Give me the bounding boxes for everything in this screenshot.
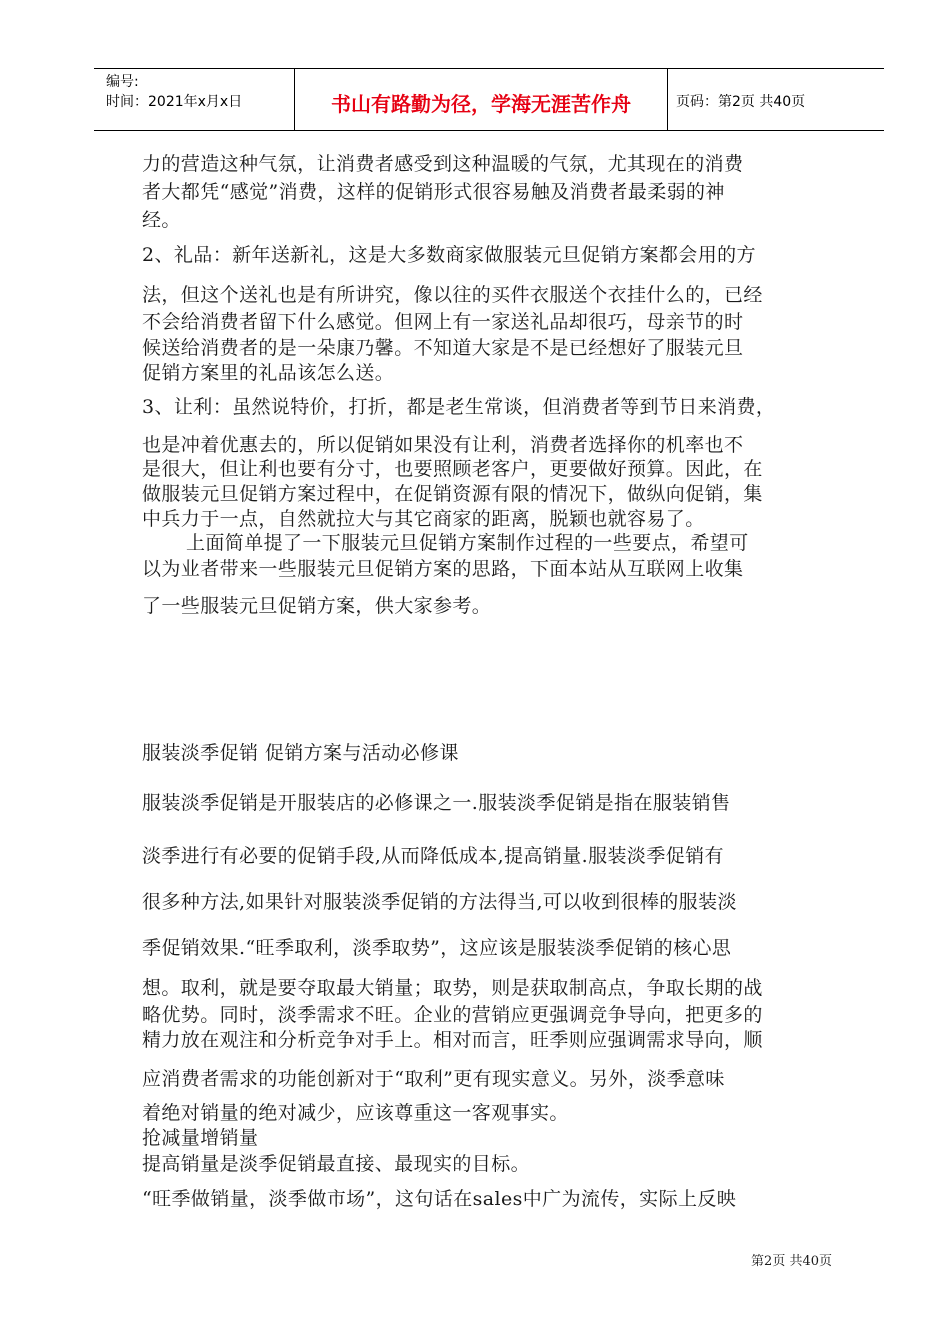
- header-page-cell: [668, 69, 884, 130]
- body-line: 很多种方法,如果针对服装淡季促销的方法得当,可以收到很棒的服装淡: [142, 891, 737, 913]
- subheading: 抢减量增销量: [142, 1127, 259, 1149]
- body-line: 上面简单提了一下服装元旦促销方案制作过程的一些要点，希望可: [186, 532, 749, 554]
- body-line: 着绝对销量的绝对减少，应该尊重这一客观事实。: [142, 1102, 569, 1124]
- body-line: 略优势。同时，淡季需求不旺。企业的营销应更强调竞争导向，把更多的: [142, 1004, 763, 1026]
- body-line: 想。取利，就是要夺取最大销量；取势，则是获取制高点，争取长期的战: [142, 977, 763, 999]
- header-motto-cell: [295, 69, 668, 130]
- body-line: 也是冲着优惠去的，所以促销如果没有让利，消费者选择你的机率也不: [142, 434, 744, 456]
- body-line: 法，但这个送礼也是有所讲究，像以往的买件衣服送个衣挂什么的，已经: [142, 284, 763, 306]
- body-line: 不会给消费者留下什么感觉。但网上有一家送礼品却很巧，母亲节的时: [142, 311, 744, 333]
- header-meta-cell: [94, 69, 295, 130]
- body-line: 候送给消费者的是一朵康乃馨。不知道大家是不是已经想好了服装元旦: [142, 337, 744, 359]
- body-line: 服装淡季促销是开服装店的必修课之一.服装淡季促销是指在服装销售: [142, 792, 731, 814]
- body-line: 是很大，但让利也要有分寸，也要照顾老客户，更要做好预算。因此，在: [142, 458, 763, 480]
- body-line: 淡季进行有必要的促销手段,从而降低成本,提高销量.服装淡季促销有: [142, 845, 724, 867]
- body-line: 做服装元旦促销方案过程中，在促销资源有限的情况下，做纵向促销，集: [142, 483, 763, 505]
- body-line: 促销方案里的礼品该怎么送。: [142, 362, 395, 384]
- body-line: 者大都凭“感觉”消费，这样的促销形式很容易触及消费者最柔弱的神: [142, 181, 725, 203]
- body-line: 2、礼品：新年送新礼，这是大多数商家做服装元旦促销方案都会用的方: [142, 244, 756, 266]
- header-page-label: 页码：第2页 共40页: [676, 94, 806, 110]
- body-line: 季促销效果.“旺季取利，淡季取势”，这应该是服装淡季促销的核心思: [142, 937, 732, 959]
- body-line: 经。: [142, 209, 181, 231]
- body-line: 3、让利：虽然说特价，打折，都是老生常谈，但消费者等到节日来消费，: [142, 396, 776, 418]
- code-label: 编号:: [106, 74, 139, 90]
- time-label: 时间：2021年x月x日: [106, 94, 243, 110]
- body-line: “旺季做销量，淡季做市场”，这句话在sales中广为流传，实际上反映: [142, 1188, 737, 1210]
- page-header: [94, 68, 884, 131]
- section-title: 服装淡季促销 促销方案与活动必修课: [142, 742, 459, 764]
- motto-text: 书山有路勤为径，学海无涯苦作舟: [331, 92, 631, 116]
- body-line: 以为业者带来一些服装元旦促销方案的思路，下面本站从互联网上收集: [142, 558, 744, 580]
- body-line: 中兵力于一点，自然就拉大与其它商家的距离，脱颖也就容易了。: [142, 508, 705, 530]
- page-footer: 第2页 共40页: [751, 1254, 832, 1269]
- body-line: 提高销量是淡季促销最直接、最现实的目标。: [142, 1153, 531, 1175]
- body-line: 了一些服装元旦促销方案，供大家参考。: [142, 595, 492, 617]
- body-line: 精力放在观注和分析竞争对手上。相对而言，旺季则应强调需求导向，顺: [142, 1029, 763, 1051]
- body-line: 力的营造这种气氛，让消费者感受到这种温暖的气氛，尤其现在的消费: [142, 153, 744, 175]
- body-line: 应消费者需求的功能创新对于“取利”更有现实意义。另外，淡季意味: [142, 1068, 725, 1090]
